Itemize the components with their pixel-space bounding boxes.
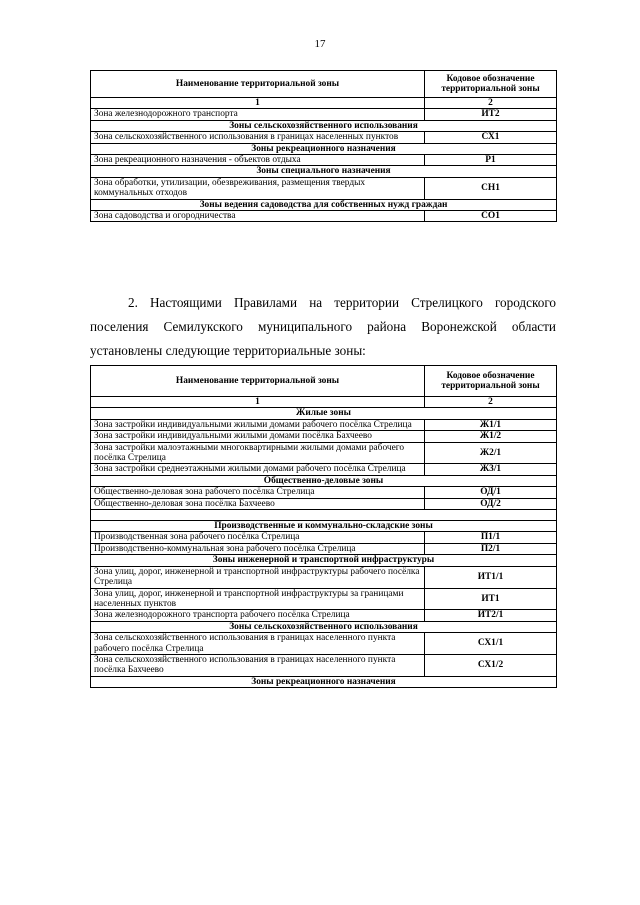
zone-row bbox=[91, 610, 557, 621]
section-title: Общественно-деловые зоны bbox=[91, 475, 557, 486]
section-row bbox=[91, 521, 557, 532]
zone-code: Ж1/1 bbox=[425, 419, 557, 430]
zone-row bbox=[91, 431, 557, 442]
section-row bbox=[91, 166, 557, 177]
header-name: Наименование территориальной зоны bbox=[91, 71, 425, 98]
zone-name: Зона застройки малоэтажными многоквартирными жилыми домами рабочего посёлка Стрелица bbox=[91, 442, 425, 464]
zone-row bbox=[91, 487, 557, 498]
section-row bbox=[91, 676, 557, 687]
section-row bbox=[91, 555, 557, 566]
zone-code: П1/1 bbox=[425, 532, 557, 543]
zone-row bbox=[91, 566, 557, 588]
zone-row bbox=[91, 155, 557, 166]
section-title: Зоны рекреационного назначения bbox=[91, 143, 557, 154]
zone-code: СХ1/1 bbox=[425, 633, 557, 655]
zone-row bbox=[91, 109, 557, 120]
zone-code: СХ1/2 bbox=[425, 654, 557, 676]
index-cell-code: 2 bbox=[425, 98, 557, 109]
header-code: Кодовое обозначение территориальной зоны bbox=[425, 366, 557, 397]
zone-row bbox=[91, 419, 557, 430]
zone-name: Зона железнодорожного транспорта bbox=[91, 109, 425, 120]
section-title: Зоны специального назначения bbox=[91, 166, 557, 177]
zone-code: ИТ2/1 bbox=[425, 610, 557, 621]
zone-name: Зона улиц, дорог, инженерной и транспортной инфраструктуры рабочего посёлка Стрелица bbox=[91, 566, 425, 588]
section-row bbox=[91, 475, 557, 486]
zone-code: ОД/1 bbox=[425, 487, 557, 498]
zone-code: Р1 bbox=[425, 155, 557, 166]
zone-name: Производственная зона рабочего посёлка Стрелица bbox=[91, 532, 425, 543]
zone-row bbox=[91, 654, 557, 676]
zone-row bbox=[91, 532, 557, 543]
section-title: Производственные и коммунально-складские зоны bbox=[91, 521, 557, 532]
zone-code: Ж3/1 bbox=[425, 464, 557, 475]
zone-name: Зона сельскохозяйственного использования в границах населенного пункта посёлка Бахчеево bbox=[91, 654, 425, 676]
zone-row bbox=[91, 177, 557, 199]
section-row bbox=[91, 199, 557, 210]
zone-row bbox=[91, 132, 557, 143]
zone-code: ИТ2 bbox=[425, 109, 557, 120]
section-row bbox=[91, 408, 557, 419]
zone-name: Зона садоводства и огородничества bbox=[91, 211, 425, 222]
zone-name: Зона сельскохозяйственного использования в границах населенного пункта рабочего посёлка Стрелица bbox=[91, 633, 425, 655]
section-title: Зоны рекреационного назначения bbox=[91, 676, 557, 687]
zone-code: ОД/2 bbox=[425, 498, 557, 509]
zone-code: Ж2/1 bbox=[425, 442, 557, 464]
section-title: Зоны инженерной и транспортной инфраструктуры bbox=[91, 555, 557, 566]
zone-code: П2/1 bbox=[425, 543, 557, 554]
zone-row bbox=[91, 442, 557, 464]
zone-code: ИТ1/1 bbox=[425, 566, 557, 588]
empty-cell bbox=[91, 510, 557, 521]
index-cell-name: 1 bbox=[91, 397, 425, 408]
zone-name: Зона сельскохозяйственного использования в границах населенных пунктов bbox=[91, 132, 425, 143]
zone-name: Зона железнодорожного транспорта рабочего посёлка Стрелица bbox=[91, 610, 425, 621]
section-title: Зоны сельскохозяйственного использования bbox=[91, 120, 557, 131]
zone-code: СХ1 bbox=[425, 132, 557, 143]
index-cell-code: 2 bbox=[425, 397, 557, 408]
empty-row bbox=[91, 510, 557, 521]
zone-name: Общественно-деловая зона посёлка Бахчеево bbox=[91, 498, 425, 509]
header-name: Наименование территориальной зоны bbox=[91, 366, 425, 397]
page-number: 17 bbox=[314, 38, 326, 50]
header-code: Кодовое обозначение территориальной зоны bbox=[425, 71, 557, 98]
zone-row bbox=[91, 211, 557, 222]
section-title: Зоны сельскохозяйственного использования bbox=[91, 621, 557, 632]
zone-name: Зона застройки среднеэтажными жилыми домами рабочего посёлка Стрелица bbox=[91, 464, 425, 475]
section-row bbox=[91, 120, 557, 131]
zone-name: Производственно-коммунальная зона рабочего посёлка Стрелица bbox=[91, 543, 425, 554]
zone-code: ИТ1 bbox=[425, 588, 557, 610]
zone-row bbox=[91, 498, 557, 509]
index-cell-name: 1 bbox=[91, 98, 425, 109]
zone-name: Общественно-деловая зона рабочего посёлка Стрелица bbox=[91, 487, 425, 498]
zone-name: Зона застройки индивидуальными жилыми домами рабочего посёлка Стрелица bbox=[91, 419, 425, 430]
zones-table-2 bbox=[90, 365, 557, 688]
zone-name: Зона застройки индивидуальными жилыми домами посёлка Бахчеево bbox=[91, 431, 425, 442]
zones-table-1 bbox=[90, 70, 557, 222]
zone-code: СН1 bbox=[425, 177, 557, 199]
section-title: Жилые зоны bbox=[91, 408, 557, 419]
section-title: Зоны ведения садоводства для собственных нужд граждан bbox=[91, 199, 557, 210]
zone-code: СО1 bbox=[425, 211, 557, 222]
section-row bbox=[91, 621, 557, 632]
zone-name: Зона обработки, утилизации, обезвреживания, размещения твердых коммунальных отходов bbox=[91, 177, 425, 199]
zone-name: Зона улиц, дорог, инженерной и транспортной инфраструктуры за границами населенных пунктов bbox=[91, 588, 425, 610]
zone-row bbox=[91, 633, 557, 655]
zone-code: Ж1/2 bbox=[425, 431, 557, 442]
section-row bbox=[91, 143, 557, 154]
zone-row bbox=[91, 464, 557, 475]
zone-name: Зона рекреационного назначения - объектов отдыха bbox=[91, 155, 425, 166]
body-paragraph: 2. Настоящими Правилами на территории Стрелицкого городского поселения Семилукского муниципального района Воронежской области установлены следующие территориальные зоны: bbox=[90, 295, 556, 358]
zone-row bbox=[91, 588, 557, 610]
zone-row bbox=[91, 543, 557, 554]
